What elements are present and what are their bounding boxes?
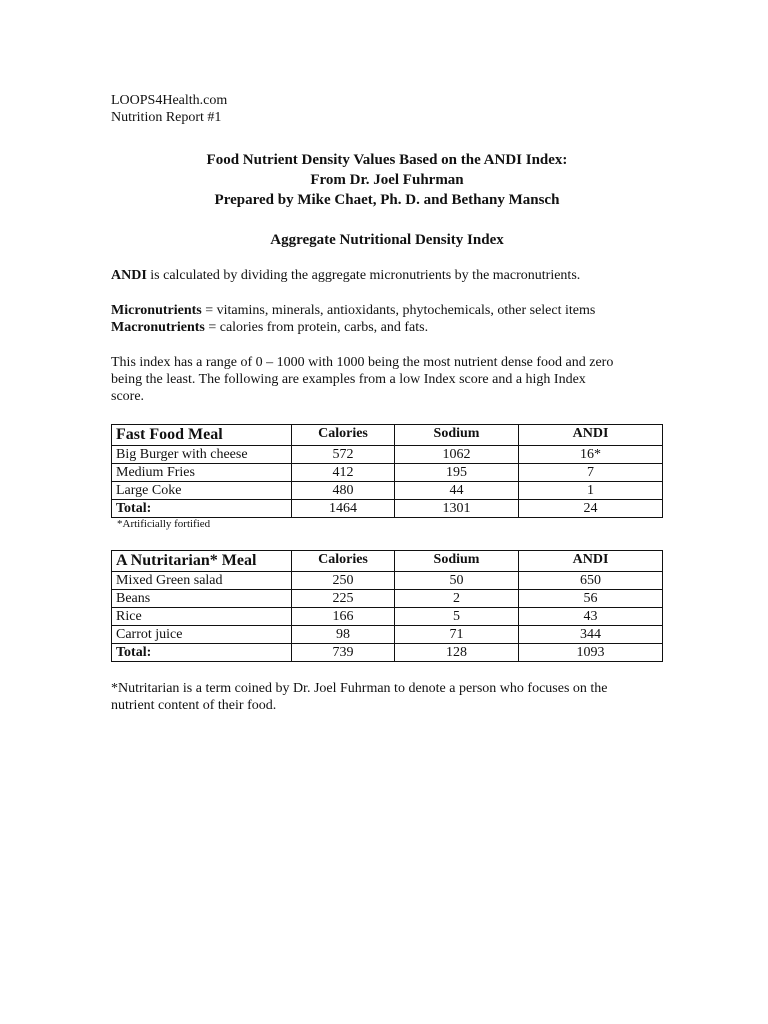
calories-header: Calories bbox=[292, 425, 395, 446]
andi-cell: 16* bbox=[519, 446, 663, 464]
nutritarian-table bbox=[111, 550, 663, 662]
calories-cell: 98 bbox=[292, 626, 395, 644]
fast-food-table bbox=[111, 424, 663, 518]
title-line-1: Food Nutrient Density Values Based on the ANDI Index: bbox=[206, 152, 568, 168]
document-header bbox=[111, 92, 663, 126]
sodium-cell: 44 bbox=[395, 482, 519, 500]
macronutrients-text: = calories from protein, carbs, and fats. bbox=[204, 320, 429, 335]
table-row bbox=[112, 482, 663, 500]
table-row bbox=[112, 608, 663, 626]
item-cell: Medium Fries bbox=[112, 464, 292, 482]
total-row bbox=[112, 644, 663, 662]
andi-header: ANDI bbox=[519, 425, 663, 446]
fortified-footnote: *Artificially fortified bbox=[117, 518, 211, 530]
nutritarian-footnote bbox=[111, 680, 663, 714]
total-label: Total: bbox=[112, 500, 292, 518]
range-line-2: being the least. The following are examples from a low Index score and a high Index bbox=[111, 372, 586, 387]
micronutrients-definition bbox=[111, 302, 663, 319]
table-row bbox=[112, 572, 663, 590]
andi-cell: 7 bbox=[519, 464, 663, 482]
nutritarian-footnote-line-2: nutrient content of their food. bbox=[111, 698, 277, 713]
andi-header: ANDI bbox=[519, 551, 663, 572]
document-title bbox=[111, 150, 663, 210]
table-header-row bbox=[112, 425, 663, 446]
sodium-cell: 50 bbox=[395, 572, 519, 590]
range-line-3: score. bbox=[111, 389, 145, 404]
item-cell: Rice bbox=[112, 608, 292, 626]
item-cell: Large Coke bbox=[112, 482, 292, 500]
calories-cell: 572 bbox=[292, 446, 395, 464]
calories-cell: 250 bbox=[292, 572, 395, 590]
micronutrients-text: = vitamins, minerals, antioxidants, phytochemicals, other select items bbox=[201, 303, 596, 318]
nutrient-definitions bbox=[111, 302, 663, 336]
table-row bbox=[112, 464, 663, 482]
index-range-paragraph bbox=[111, 354, 663, 405]
total-sodium: 128 bbox=[395, 644, 519, 662]
item-cell: Beans bbox=[112, 590, 292, 608]
table-row bbox=[112, 626, 663, 644]
andi-cell: 56 bbox=[519, 590, 663, 608]
total-andi: 1093 bbox=[519, 644, 663, 662]
table-row bbox=[112, 446, 663, 464]
sodium-cell: 195 bbox=[395, 464, 519, 482]
sodium-cell: 71 bbox=[395, 626, 519, 644]
sodium-header: Sodium bbox=[395, 551, 519, 572]
andi-cell: 1 bbox=[519, 482, 663, 500]
andi-definition-text: is calculated by dividing the aggregate micronutrients by the macronutrients. bbox=[146, 268, 581, 283]
meal-name-header: Fast Food Meal bbox=[112, 425, 292, 446]
sodium-cell: 5 bbox=[395, 608, 519, 626]
report-number: Nutrition Report #1 bbox=[111, 110, 222, 125]
range-line-1: This index has a range of 0 – 1000 with 1000 being the most nutrient dense food and zero bbox=[111, 355, 614, 370]
macronutrients-term: Macronutrients bbox=[111, 320, 205, 335]
calories-cell: 166 bbox=[292, 608, 395, 626]
calories-cell: 412 bbox=[292, 464, 395, 482]
total-calories: 739 bbox=[292, 644, 395, 662]
item-cell: Big Burger with cheese bbox=[112, 446, 292, 464]
sodium-header: Sodium bbox=[395, 425, 519, 446]
sodium-cell: 2 bbox=[395, 590, 519, 608]
table-row bbox=[112, 590, 663, 608]
andi-cell: 650 bbox=[519, 572, 663, 590]
macronutrients-definition bbox=[111, 319, 663, 336]
document-page bbox=[111, 92, 663, 714]
item-cell: Carrot juice bbox=[112, 626, 292, 644]
title-line-2: From Dr. Joel Fuhrman bbox=[310, 172, 464, 188]
total-sodium: 1301 bbox=[395, 500, 519, 518]
calories-cell: 480 bbox=[292, 482, 395, 500]
andi-cell: 344 bbox=[519, 626, 663, 644]
total-calories: 1464 bbox=[292, 500, 395, 518]
sodium-cell: 1062 bbox=[395, 446, 519, 464]
andi-cell: 43 bbox=[519, 608, 663, 626]
andi-term: ANDI bbox=[111, 268, 147, 283]
total-andi: 24 bbox=[519, 500, 663, 518]
andi-definition bbox=[111, 267, 663, 284]
item-cell: Mixed Green salad bbox=[112, 572, 292, 590]
title-line-3: Prepared by Mike Chaet, Ph. D. and Bethany Mansch bbox=[214, 192, 560, 208]
calories-header: Calories bbox=[292, 551, 395, 572]
site-name: LOOPS4Health.com bbox=[111, 93, 228, 108]
meal-name-header: A Nutritarian* Meal bbox=[112, 551, 292, 572]
total-row bbox=[112, 500, 663, 518]
micronutrients-term: Micronutrients bbox=[111, 303, 202, 318]
nutritarian-footnote-line-1: *Nutritarian is a term coined by Dr. Joel Fuhrman to denote a person who focuses on the bbox=[111, 681, 608, 696]
total-label: Total: bbox=[112, 644, 292, 662]
calories-cell: 225 bbox=[292, 590, 395, 608]
table-header-row bbox=[112, 551, 663, 572]
section-heading: Aggregate Nutritional Density Index bbox=[270, 232, 504, 248]
